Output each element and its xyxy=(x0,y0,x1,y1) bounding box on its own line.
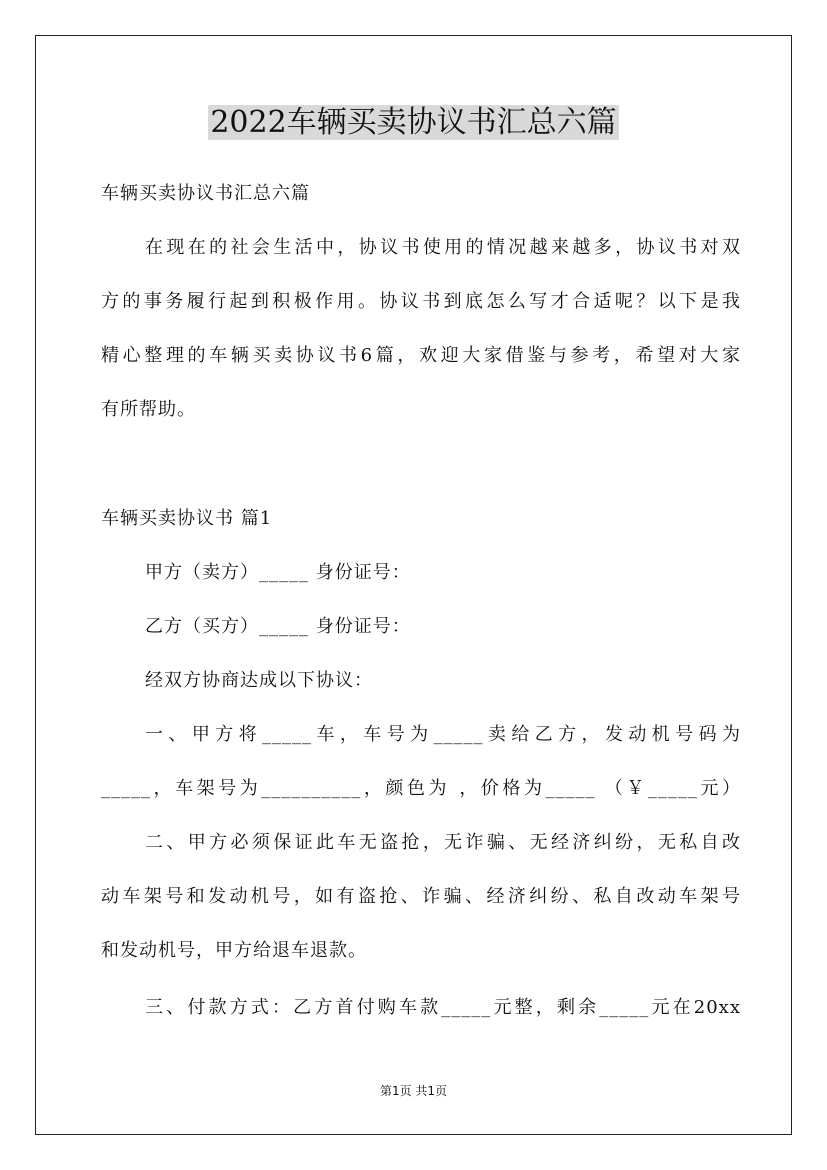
document-title-text: 2022车辆买卖协议书汇总六篇 xyxy=(210,105,617,140)
body-line-clause-2-cont: 动车架号和发动机号，如有盗抢、诈骗、经济纠纷、私自改动车架号 xyxy=(101,886,741,907)
body-line-party-a: 甲方（卖方）_____ 身份证号： xyxy=(145,562,411,583)
body-line-clause-1: 一、甲方将_____车，车号为_____卖给乙方，发动机号码为 xyxy=(145,724,741,745)
body-line-party-b: 乙方（买方）_____ 身份证号： xyxy=(145,616,411,637)
body-line-clause-2: 二、甲方必须保证此车无盗抢，无诈骗、无经济纠纷，无私自改 xyxy=(145,832,741,853)
body-line-clause-1-cont: _____，车架号为__________，颜色为 ，价格为_____ （￥_____元） xyxy=(101,778,741,799)
intro-line: 精心整理的车辆买卖协议书6篇，欢迎大家借鉴与参考，希望对大家 xyxy=(101,345,741,366)
section-heading: 车辆买卖协议书 篇1 xyxy=(101,508,273,529)
page-footer: 第1页 共1页 xyxy=(379,1084,448,1098)
intro-line: 方的事务履行起到积极作用。协议书到底怎么写才合适呢？以下是我 xyxy=(101,291,741,312)
intro-line: 有所帮助。 xyxy=(101,399,196,420)
document-title xyxy=(0,102,827,144)
body-line-clause-2-end: 和发动机号，甲方给退车退款。 xyxy=(101,940,367,961)
body-line-clause-3: 三、付款方式：乙方首付购车款_____元整，剩余_____元在20xx xyxy=(145,997,741,1018)
document-subtitle: 车辆买卖协议书汇总六篇 xyxy=(101,183,310,204)
body-line-agreement: 经双方协商达成以下协议： xyxy=(145,670,373,691)
intro-line: 在现在的社会生活中，协议书使用的情况越来越多，协议书对双 xyxy=(145,237,741,258)
